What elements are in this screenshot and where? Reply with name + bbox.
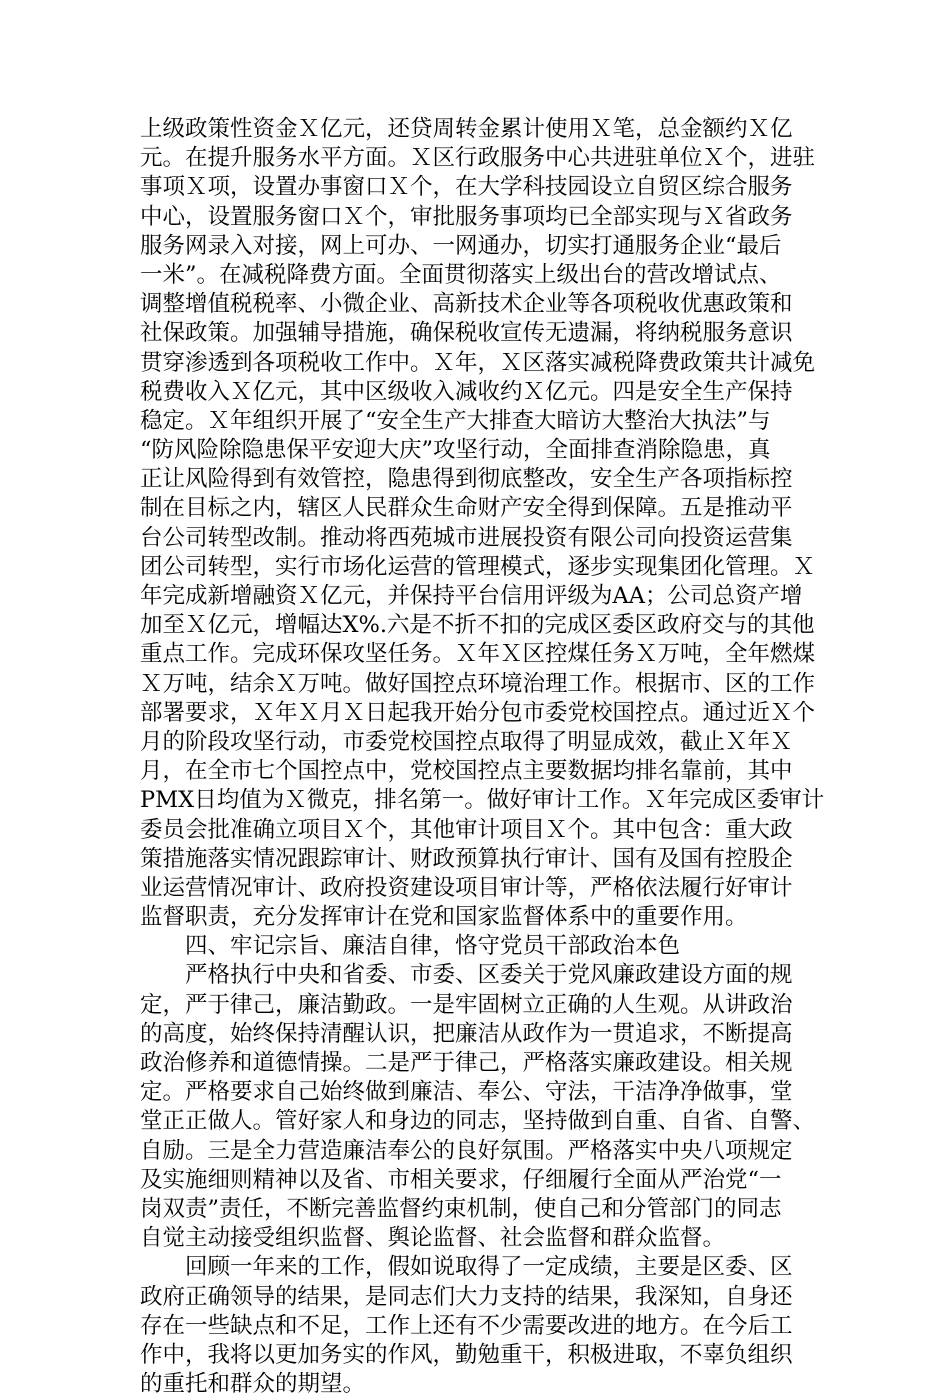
- text-line: 作中，我将以更加务实的作风，勤勉重干，积极进取，不辜负组织: [140, 1341, 793, 1368]
- text-line: 月，在全市七个国控点中，党校国控点主要数据均排名靠前，其中: [140, 758, 793, 785]
- text-line: 的高度，始终保持清醒认识，把廉洁从政作为一贯追求，不断提高: [140, 1020, 793, 1047]
- text-line: 自觉主动接受组织监督、舆论监督、社会监督和群众监督。: [140, 1225, 726, 1252]
- text-line: 税费收入Ｘ亿元，其中区级收入减收约Ｘ亿元。四是安全生产保持: [140, 378, 793, 405]
- text-line: 策措施落实情况跟踪审计、财政预算执行审计、国有及国有控股企: [140, 845, 793, 872]
- text-line: Ｘ万吨，结余Ｘ万吨。做好国控点环境治理工作。根据市、区的工作: [140, 670, 816, 697]
- text-line: 正让风险得到有效管控，隐患得到彻底整改，安全生产各项指标控: [140, 466, 793, 493]
- text-line: 稳定。Ｘ年组织开展了“安全生产大排查大暗访大整治大执法”与: [140, 407, 771, 434]
- text-line: 贯穿渗透到各项税收工作中。Ｘ年，Ｘ区落实减税降费政策共计减免: [140, 349, 816, 376]
- text-line: 元。在提升服务水平方面。Ｘ区行政服务中心共进驻单位Ｘ个，进驻: [140, 145, 816, 172]
- text-line: 回顾一年来的工作，假如说取得了一定成绩，主要是区委、区: [140, 1254, 793, 1281]
- text-line: 团公司转型，实行市场化运营的管理模式，逐步实现集团化管理。Ｘ: [140, 553, 816, 580]
- text-line: 制在目标之内，辖区人民群众生命财产安全得到保障。五是推动平: [140, 495, 793, 522]
- text-line: 服务网录入对接，网上可办、一网通办，切实打通服务企业“最后: [140, 232, 782, 259]
- text-line: 社保政策。加强辅导措施，确保税收宣传无遗漏，将纳税服务意识: [140, 320, 793, 347]
- text-line: 政治修养和道德情操。二是严于律己，严格落实廉政建设。相关规: [140, 1050, 793, 1076]
- document-body-text: [140, 115, 825, 1399]
- text-line: 及实施细则精神以及省、市相关要求，仔细履行全面从严治党“一: [140, 1166, 782, 1193]
- text-line: 月的阶段攻坚行动，市委党校国控点取得了明显成效，截止Ｘ年Ｘ: [140, 728, 793, 755]
- text-line: 监督职责，充分发挥审计在党和国家监督体系中的重要作用。: [140, 904, 748, 931]
- text-line: 台公司转型改制。推动将西苑城市进展投资有限公司向投资运营集: [140, 524, 793, 551]
- text-line: 四、牢记宗旨、廉洁自律，恪守党员干部政治本色: [140, 933, 681, 960]
- text-line: 自励。三是全力营造廉洁奉公的良好氛围。严格落实中央八项规定: [140, 1137, 793, 1164]
- text-line: 政府正确领导的结果，是同志们大力支持的结果，我深知，自身还: [140, 1283, 793, 1310]
- text-line: 定，严于律己，廉洁勤政。一是牢固树立正确的人生观。从讲政治: [140, 991, 793, 1018]
- text-line: 加至Ｘ亿元，增幅达X%.六是不折不扣的完成区委区政府交与的其他: [140, 612, 815, 639]
- text-line: 中心，设置服务窗口Ｘ个，审批服务事项均已全部实现与Ｘ省政务: [140, 203, 793, 230]
- text-line: 的重托和群众的期望。: [140, 1371, 366, 1398]
- text-line: “防风险除隐患保平安迎大庆”攻坚行动，全面排查消除隐患，真: [140, 437, 771, 464]
- text-line: 严格执行中央和省委、市委、区委关于党风廉政建设方面的规: [140, 962, 793, 989]
- text-line: 定。严格要求自己始终做到廉洁、奉公、守法，干洁净净做事，堂: [140, 1079, 793, 1106]
- text-line: 岗双责”责任，不断完善监督约束机制，使自己和分管部门的同志: [140, 1195, 782, 1222]
- text-line: 事项Ｘ项，设置办事窗口Ｘ个，在大学科技园设立自贸区综合服务: [140, 174, 793, 201]
- text-line: 部署要求，Ｘ年Ｘ月Ｘ日起我开始分包市委党校国控点。通过近Ｘ个: [140, 699, 816, 726]
- text-line: 委员会批准确立项目Ｘ个，其他审计项目Ｘ个。其中包含：重大政: [140, 816, 793, 843]
- text-line: 调整增值税税率、小微企业、高新技术企业等各项税收优惠政策和: [140, 291, 793, 318]
- text-line: 上级政策性资金Ｘ亿元，还贷周转金累计使用Ｘ笔，总金额约Ｘ亿: [140, 116, 793, 142]
- text-line: 一米”。在减税降费方面。全面贯彻落实上级出台的营改增试点、: [140, 261, 782, 288]
- text-line: 业运营情况审计、政府投资建设项目审计等，严格依法履行好审计: [140, 874, 793, 901]
- text-line: 年完成新增融资Ｘ亿元，并保持平台信用评级为AA；公司总资产增: [140, 583, 803, 609]
- text-line: PMX日均值为Ｘ微克，排名第一。做好审计工作。Ｘ年完成区委审计: [140, 787, 825, 814]
- text-line: 重点工作。完成环保攻坚任务。Ｘ年Ｘ区控煤任务Ｘ万吨，全年燃煤: [140, 641, 816, 668]
- text-line: 存在一些缺点和不足，工作上还有不少需要改进的地方。在今后工: [140, 1312, 793, 1339]
- text-line: 堂正正做人。管好家人和身边的同志，坚持做到自重、自省、自警、: [140, 1108, 816, 1135]
